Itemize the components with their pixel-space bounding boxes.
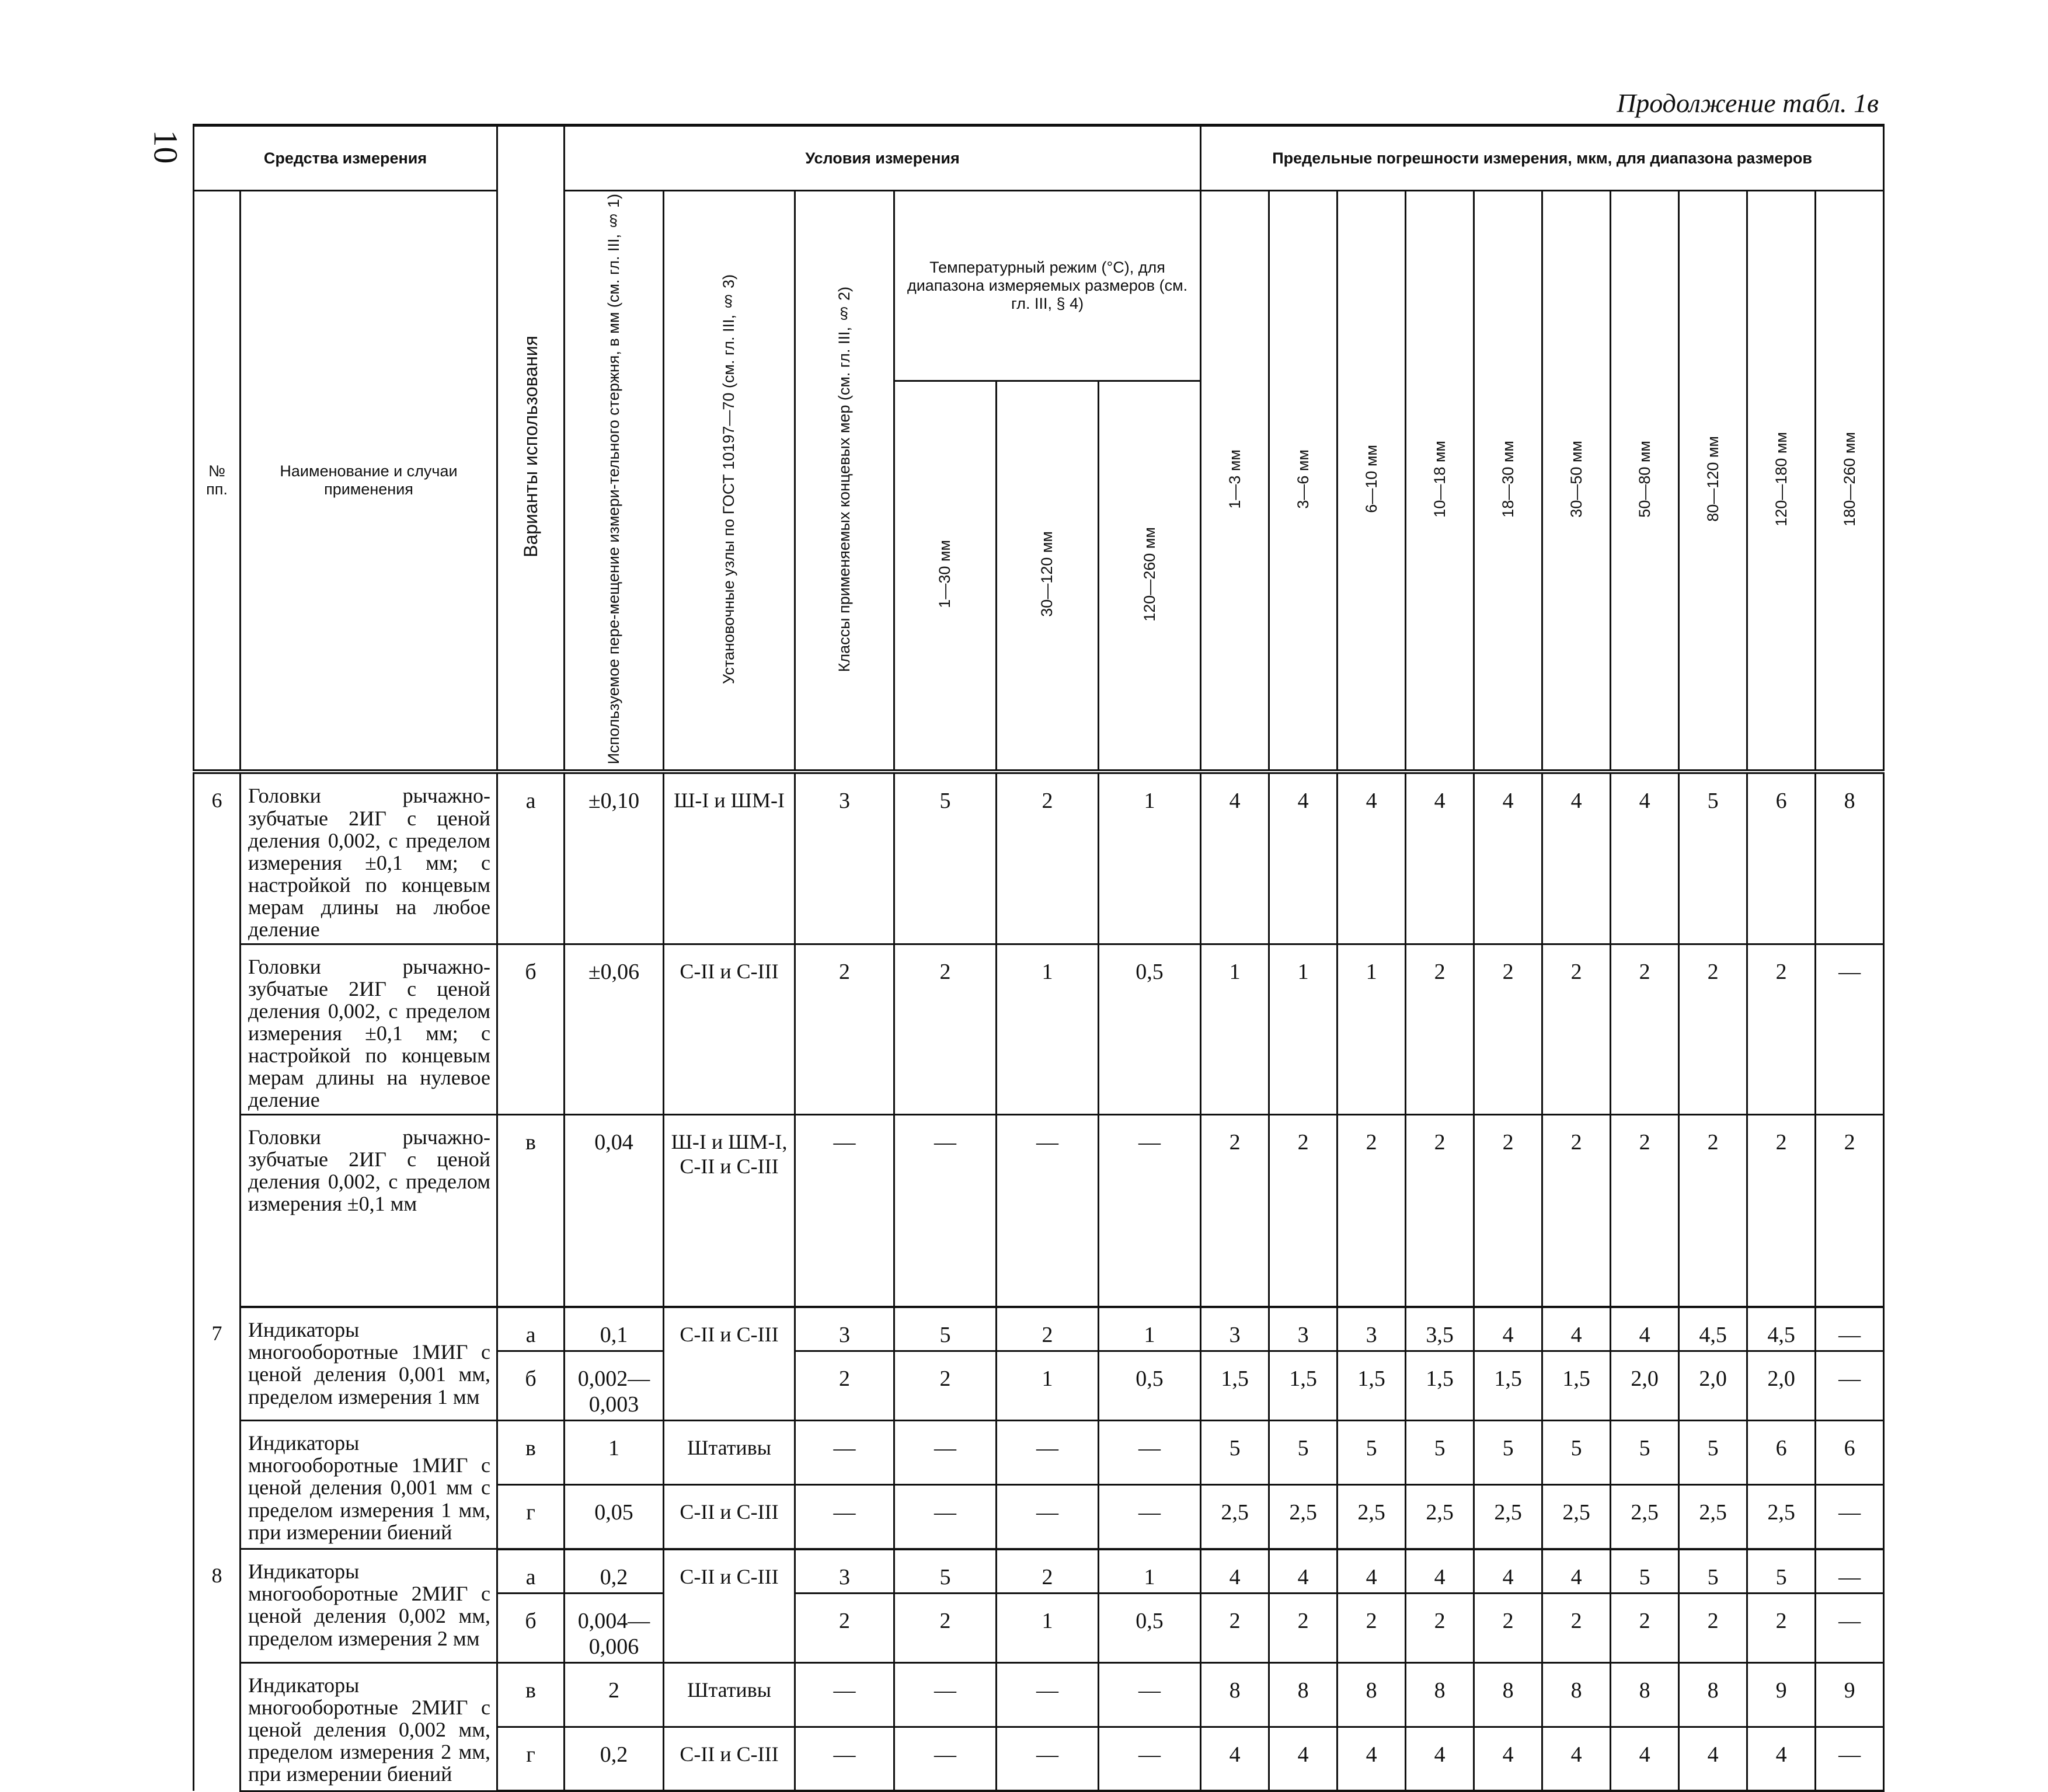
temperature-value: 1: [1099, 772, 1201, 944]
table-row: [194, 944, 1884, 1114]
error-value: 1,5: [1201, 1351, 1269, 1421]
error-value: 4: [1338, 1727, 1406, 1791]
error-value: 2: [1679, 944, 1747, 1114]
temperature-value: —: [997, 1662, 1099, 1727]
fixture-value: С-II и С-III: [664, 1485, 795, 1549]
gauge-class-value: —: [795, 1114, 894, 1307]
header-displacement: Используемое пере-мещение измери-тельного стержня, в мм (см. гл. III, § 1): [565, 191, 664, 772]
error-value: 4: [1542, 1727, 1611, 1791]
header-size-4: 18—30 мм: [1474, 191, 1542, 772]
error-value: 4: [1269, 1727, 1338, 1791]
variant-letter: а: [497, 1307, 565, 1351]
error-value: 1: [1269, 944, 1338, 1114]
error-value: 4: [1611, 1307, 1679, 1351]
displacement-value: 0,002— 0,003: [565, 1351, 664, 1421]
error-value: 2: [1406, 1593, 1474, 1662]
displacement-value: 0,04: [565, 1114, 664, 1307]
temperature-value: —: [894, 1662, 997, 1727]
header-variant: Варианты использования: [497, 125, 565, 772]
error-value: 2: [1747, 944, 1816, 1114]
error-value: 2: [1269, 1114, 1338, 1307]
instrument-name: Головки рычажно-зубчатые 2ИГ с ценой деления 0,002, с пределом измерения ±0,1 мм: [241, 1114, 497, 1307]
error-value: —: [1816, 1549, 1884, 1594]
error-value: 2: [1611, 944, 1679, 1114]
variant-letter: б: [497, 1351, 565, 1421]
temperature-value: —: [894, 1114, 997, 1307]
error-value: 5: [1542, 1421, 1611, 1485]
error-value: 5: [1406, 1421, 1474, 1485]
error-value: 1: [1201, 944, 1269, 1114]
header-temp-range-1: 30—120 мм: [997, 381, 1099, 772]
table-row: [194, 1307, 1884, 1351]
error-value: 4: [1611, 772, 1679, 944]
temperature-value: 0,5: [1099, 944, 1201, 1114]
fixture-value: С-II и С-III: [664, 1307, 795, 1421]
error-value: 5: [1611, 1549, 1679, 1594]
error-value: —: [1816, 1351, 1884, 1421]
error-value: 4: [1338, 1549, 1406, 1594]
temperature-value: 1: [997, 1351, 1099, 1421]
fixture-value: С-II и С-III: [664, 1549, 795, 1663]
header-size-3: 10—18 мм: [1406, 191, 1474, 772]
error-value: 5: [1679, 1549, 1747, 1594]
error-value: 9: [1747, 1662, 1816, 1727]
error-value: 4: [1611, 1727, 1679, 1791]
error-value: 8: [1338, 1662, 1406, 1727]
error-value: 2: [1542, 1593, 1611, 1662]
error-value: 4: [1338, 772, 1406, 944]
error-value: 2,5: [1406, 1485, 1474, 1549]
error-value: 2: [1269, 1593, 1338, 1662]
temperature-value: —: [997, 1485, 1099, 1549]
temperature-value: 1: [1099, 1307, 1201, 1351]
displacement-value: 0,1: [565, 1307, 664, 1351]
error-value: 2: [1338, 1593, 1406, 1662]
displacement-value: 2: [565, 1662, 664, 1727]
error-value: 4: [1201, 1727, 1269, 1791]
temperature-value: 0,5: [1099, 1593, 1201, 1662]
error-value: 1,5: [1269, 1351, 1338, 1421]
displacement-value: 0,004— 0,006: [565, 1593, 664, 1662]
error-value: —: [1816, 1727, 1884, 1791]
error-value: 2,5: [1474, 1485, 1542, 1549]
header-size-8: 120—180 мм: [1747, 191, 1816, 772]
temperature-value: —: [997, 1421, 1099, 1485]
error-value: 1: [1338, 944, 1406, 1114]
instrument-name: Индикаторы многооборотные 1МИГ с ценой деления 0,001 мм, пределом измерения 1 мм: [241, 1307, 497, 1421]
temperature-value: —: [894, 1485, 997, 1549]
error-value: 4: [1269, 1549, 1338, 1594]
error-value: 3: [1338, 1307, 1406, 1351]
error-value: 2,5: [1747, 1485, 1816, 1549]
gauge-class-value: 2: [795, 944, 894, 1114]
header-temp-range-2: 120—260 мм: [1099, 381, 1201, 772]
temperature-value: 2: [997, 1307, 1099, 1351]
row-number: 7: [194, 1307, 241, 1549]
instrument-name: Головки рычажно-зубчатые 2ИГ с ценой деления 0,002, с пределом измерения ±0,1 мм; с настройкой по концевым мерам длины на нулевое деление: [241, 944, 497, 1114]
error-value: 5: [1611, 1421, 1679, 1485]
error-value: —: [1816, 1593, 1884, 1662]
error-value: 4: [1201, 1549, 1269, 1594]
displacement-value: 1: [565, 1421, 664, 1485]
error-value: 5: [1679, 772, 1747, 944]
gauge-class-value: —: [795, 1662, 894, 1727]
fixture-value: Штативы: [664, 1421, 795, 1485]
error-value: 6: [1747, 772, 1816, 944]
row-number: 6: [194, 772, 241, 1307]
error-value: 4: [1269, 772, 1338, 944]
displacement-value: 0,2: [565, 1727, 664, 1791]
table-row: [194, 1421, 1884, 1485]
error-value: 2: [1816, 1114, 1884, 1307]
variant-letter: б: [497, 1593, 565, 1662]
temperature-value: —: [1099, 1485, 1201, 1549]
error-value: —: [1816, 1307, 1884, 1351]
error-value: 2: [1747, 1593, 1816, 1662]
variant-letter: а: [497, 1549, 565, 1594]
error-value: 5: [1474, 1421, 1542, 1485]
error-value: 2: [1542, 944, 1611, 1114]
header-size-6: 50—80 мм: [1611, 191, 1679, 772]
error-value: 4: [1474, 1549, 1542, 1594]
error-value: 4: [1406, 772, 1474, 944]
temperature-value: 0,5: [1099, 1351, 1201, 1421]
error-value: 2,0: [1747, 1351, 1816, 1421]
temperature-value: 2: [894, 1593, 997, 1662]
error-value: 8: [1542, 1662, 1611, 1727]
header-means-group: Средства измерения: [194, 125, 497, 191]
error-value: 3,5: [1406, 1307, 1474, 1351]
variant-letter: в: [497, 1662, 565, 1727]
header-conditions-group: Условия измерения: [565, 125, 1201, 191]
table-body: [194, 772, 1884, 1791]
error-value: 5: [1747, 1549, 1816, 1594]
error-value: 2: [1747, 1114, 1816, 1307]
error-value: 2,5: [1338, 1485, 1406, 1549]
instrument-name: Головки рычажно-зубчатые 2ИГ с ценой деления 0,002, с пределом измерения ±0,1 мм; с настройкой по концевым мерам длины на любое деление: [241, 772, 497, 944]
error-value: 4: [1474, 1727, 1542, 1791]
temperature-value: —: [1099, 1727, 1201, 1791]
error-value: 1,5: [1406, 1351, 1474, 1421]
error-value: 2: [1679, 1114, 1747, 1307]
error-value: 8: [1201, 1662, 1269, 1727]
variant-letter: б: [497, 944, 565, 1114]
page-number: 10: [147, 130, 185, 164]
temperature-value: —: [1099, 1662, 1201, 1727]
error-value: 5: [1338, 1421, 1406, 1485]
error-value: 4: [1542, 772, 1611, 944]
error-value: 2,5: [1201, 1485, 1269, 1549]
temperature-value: 2: [894, 1351, 997, 1421]
error-value: 4: [1406, 1549, 1474, 1594]
header-errors-group: Предельные погрешности измерения, мкм, для диапазона размеров: [1201, 125, 1884, 191]
temperature-value: 5: [894, 1307, 997, 1351]
temperature-value: 1: [1099, 1549, 1201, 1594]
displacement-value: 0,2: [565, 1549, 664, 1594]
error-value: 8: [1474, 1662, 1542, 1727]
temperature-value: —: [894, 1727, 997, 1791]
header-size-2: 6—10 мм: [1338, 191, 1406, 772]
gauge-class-value: 2: [795, 1351, 894, 1421]
row-number: 8: [194, 1549, 241, 1791]
temperature-value: 5: [894, 772, 997, 944]
variant-letter: г: [497, 1727, 565, 1791]
error-value: 6: [1816, 1421, 1884, 1485]
error-value: 5: [1679, 1421, 1747, 1485]
error-value: 2: [1611, 1114, 1679, 1307]
error-value: 2: [1338, 1114, 1406, 1307]
error-value: 2,0: [1611, 1351, 1679, 1421]
error-value: 8: [1816, 772, 1884, 944]
table-continuation-caption: Продолжение табл. 1в: [1617, 88, 1879, 118]
header-no: № пп.: [194, 191, 241, 772]
temperature-value: —: [1099, 1421, 1201, 1485]
error-value: 4: [1474, 772, 1542, 944]
error-value: 1,5: [1542, 1351, 1611, 1421]
variant-letter: в: [497, 1114, 565, 1307]
error-value: 2: [1406, 1114, 1474, 1307]
error-value: 2,5: [1611, 1485, 1679, 1549]
error-value: 2: [1474, 944, 1542, 1114]
temperature-value: 2: [997, 1549, 1099, 1594]
header-size-7: 80—120 мм: [1679, 191, 1747, 772]
error-value: 2,5: [1269, 1485, 1338, 1549]
error-value: 2,0: [1679, 1351, 1747, 1421]
error-value: 4: [1747, 1727, 1816, 1791]
temperature-value: —: [997, 1114, 1099, 1307]
error-value: 8: [1679, 1662, 1747, 1727]
instrument-name: Индикаторы многооборотные 2МИГ с ценой деления 0,002 мм, пределом измерения 2 мм: [241, 1549, 497, 1663]
header-temperature: Температурный режим (°C), для диапазона измеряемых размеров (см. гл. III, § 4): [894, 191, 1201, 381]
error-value: 4: [1542, 1307, 1611, 1351]
error-value: 4: [1679, 1727, 1747, 1791]
header-fixtures: Установочные узлы по ГОСТ 10197—70 (см. гл. III, § 3): [664, 191, 795, 772]
temperature-value: —: [1099, 1114, 1201, 1307]
fixture-value: Ш-I и ШМ-I: [664, 772, 795, 944]
variant-letter: а: [497, 772, 565, 944]
error-value: 4: [1474, 1307, 1542, 1351]
temperature-value: 1: [997, 1593, 1099, 1662]
header-size-5: 30—50 мм: [1542, 191, 1611, 772]
table-row: [194, 1662, 1884, 1727]
error-value: 2: [1542, 1114, 1611, 1307]
displacement-value: 0,05: [565, 1485, 664, 1549]
error-value: 4: [1542, 1549, 1611, 1594]
error-value: 1,5: [1338, 1351, 1406, 1421]
error-value: —: [1816, 944, 1884, 1114]
gauge-class-value: 3: [795, 772, 894, 944]
error-value: 5: [1201, 1421, 1269, 1485]
header-size-0: 1—3 мм: [1201, 191, 1269, 772]
temperature-value: —: [894, 1421, 997, 1485]
error-value: 2,5: [1679, 1485, 1747, 1549]
gauge-class-value: 3: [795, 1549, 894, 1594]
error-value: 1,5: [1474, 1351, 1542, 1421]
error-value: 8: [1269, 1662, 1338, 1727]
error-value: 2: [1201, 1593, 1269, 1662]
temperature-value: 2: [997, 772, 1099, 944]
error-value: 2: [1679, 1593, 1747, 1662]
variant-letter: г: [497, 1485, 565, 1549]
error-value: 8: [1611, 1662, 1679, 1727]
header-name: Наименование и случаи применения: [241, 191, 497, 772]
error-value: 2: [1201, 1114, 1269, 1307]
gauge-class-value: 2: [795, 1593, 894, 1662]
error-value: 5: [1269, 1421, 1338, 1485]
error-value: 3: [1201, 1307, 1269, 1351]
error-value: 4: [1406, 1727, 1474, 1791]
error-value: 8: [1406, 1662, 1474, 1727]
header-size-9: 180—260 мм: [1816, 191, 1884, 772]
error-value: 3: [1269, 1307, 1338, 1351]
variant-letter: в: [497, 1421, 565, 1485]
temperature-value: 1: [997, 944, 1099, 1114]
error-value: 4: [1201, 772, 1269, 944]
fixture-value: Штативы: [664, 1662, 795, 1727]
header-size-1: 3—6 мм: [1269, 191, 1338, 772]
error-value: 4,5: [1747, 1307, 1816, 1351]
error-value: 6: [1747, 1421, 1816, 1485]
temperature-value: 2: [894, 944, 997, 1114]
fixture-value: С-II и С-III: [664, 944, 795, 1114]
error-value: 2: [1474, 1593, 1542, 1662]
error-value: 9: [1816, 1662, 1884, 1727]
table-row: [194, 1114, 1884, 1307]
instrument-name: Индикаторы многооборотные 2МИГ с ценой деления 0,002 мм, пределом измерения 2 мм, при измерении биений: [241, 1662, 497, 1791]
error-value: 4,5: [1679, 1307, 1747, 1351]
fixture-value: Ш-I и ШМ-I, С-II и С-III: [664, 1114, 795, 1307]
instrument-name: Индикаторы многооборотные 1МИГ с ценой деления 0,001 мм с пределом измерения 1 мм, при измерении биений: [241, 1421, 497, 1549]
error-value: 2: [1406, 944, 1474, 1114]
gauge-class-value: 3: [795, 1307, 894, 1351]
table-row: [194, 772, 1884, 944]
error-value: 2,5: [1542, 1485, 1611, 1549]
displacement-value: ±0,06: [565, 944, 664, 1114]
header-temp-range-0: 1—30 мм: [894, 381, 997, 772]
temperature-value: —: [997, 1727, 1099, 1791]
error-value: —: [1816, 1485, 1884, 1549]
gauge-class-value: —: [795, 1421, 894, 1485]
gauge-class-value: —: [795, 1485, 894, 1549]
header-classes: Классы применяемых концевых мер (см. гл. III, § 2): [795, 191, 894, 772]
measurement-errors-table: [193, 124, 1885, 1792]
temperature-value: 5: [894, 1549, 997, 1594]
table-row: [194, 1549, 1884, 1594]
error-value: 2: [1474, 1114, 1542, 1307]
error-value: 2: [1611, 1593, 1679, 1662]
fixture-value: С-II и С-III: [664, 1727, 795, 1791]
gauge-class-value: —: [795, 1727, 894, 1791]
displacement-value: ±0,10: [565, 772, 664, 944]
